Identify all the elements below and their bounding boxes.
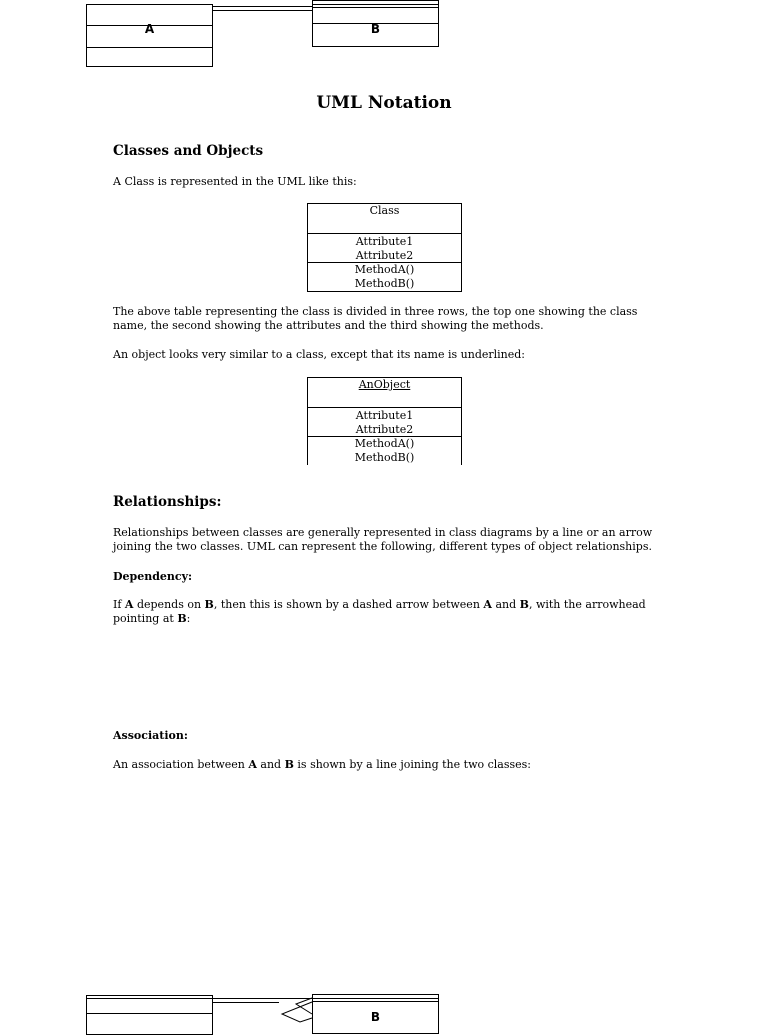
diamond-icon	[270, 996, 314, 1024]
dependency-text: If A depends on B, then this is shown by a dashed arrow between A and B, with the arrowhead pointing at B:	[113, 598, 646, 625]
class-b-box	[312, 994, 439, 1034]
class-attribute: Attribute1	[355, 235, 414, 248]
dependency-heading: Dependency:	[113, 570, 193, 583]
object-attribute: Attribute1	[355, 409, 414, 422]
association-text: An association between A and B is shown by a line joining the two classes:	[113, 758, 531, 771]
object-method: MethodB()	[354, 451, 415, 464]
class-intro: A Class is represented in the UML like this:	[113, 175, 357, 188]
class-explanation: The above table representing the class is divided in three rows, the top one showing the class name, the second showing the attributes and the third showing the methods.	[113, 305, 638, 332]
class-b-label: B	[370, 22, 381, 36]
class-b-box	[312, 0, 439, 47]
relationships-heading: Relationships:	[113, 494, 222, 510]
class-attribute: Attribute2	[355, 249, 414, 262]
class-box	[307, 203, 462, 292]
page-title: UML Notation	[316, 93, 452, 113]
class-method: MethodB()	[354, 277, 415, 290]
class-b-label: B	[370, 1010, 381, 1024]
object-name: AnObject	[358, 378, 411, 391]
class-a-box	[86, 4, 213, 67]
class-method: MethodA()	[354, 263, 415, 276]
object-method: MethodA()	[354, 437, 415, 450]
object-box	[307, 377, 462, 465]
object-attribute: Attribute2	[355, 423, 414, 436]
class-a-box	[86, 995, 213, 1035]
class-a-label: A	[144, 22, 155, 36]
association-heading: Association:	[113, 729, 188, 742]
class-name: Class	[369, 204, 400, 217]
relationships-intro: Relationships between classes are generally represented in class diagrams by a line or an arrow joining the two classes. UML can represent the following, different types of object relationships.	[113, 526, 653, 553]
object-intro: An object looks very similar to a class, except that its name is underlined:	[113, 348, 526, 361]
classes-heading: Classes and Objects	[113, 143, 264, 159]
